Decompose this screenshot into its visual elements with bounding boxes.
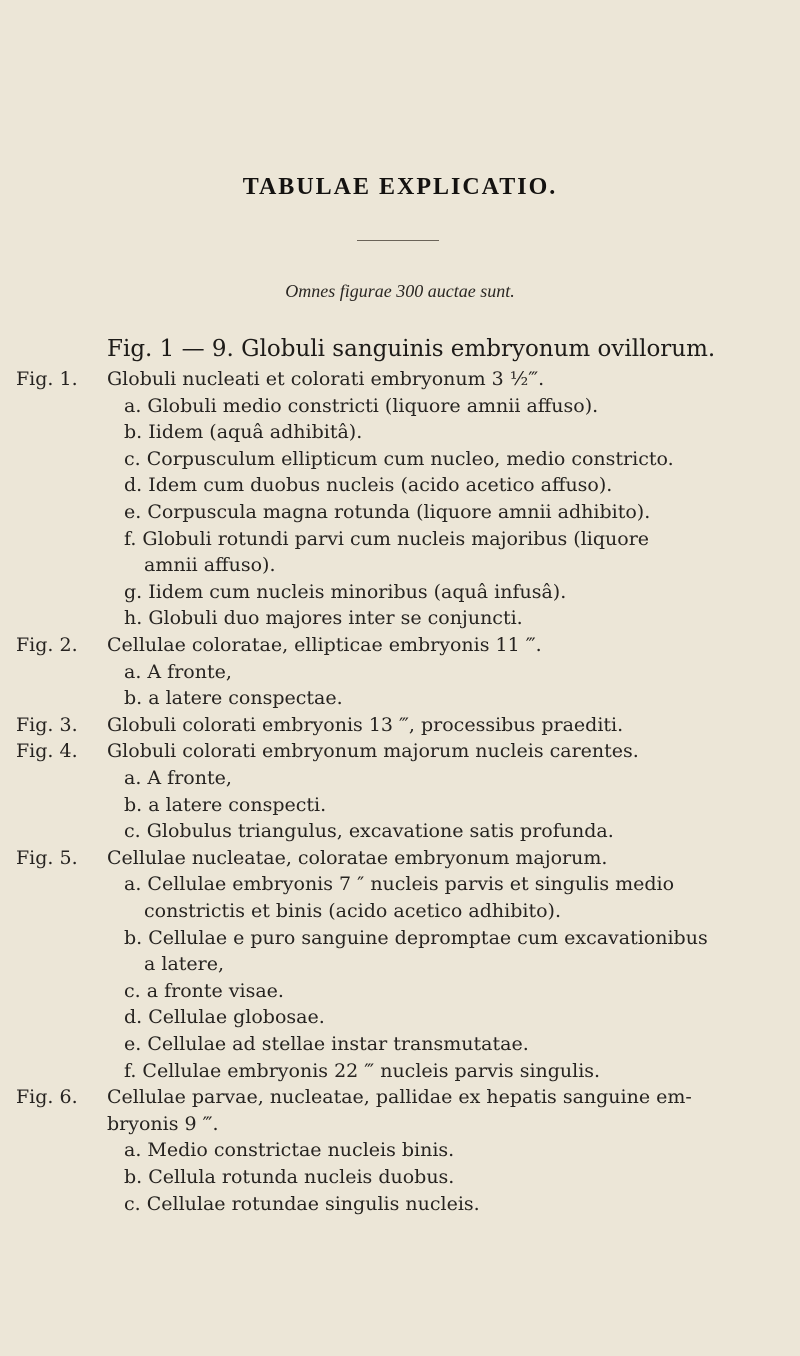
page-title: TABULAE EXPLICATIO. [242, 174, 558, 200]
entry-text: d. Idem cum duobus nucleis (acido acetico affuso). [124, 474, 613, 497]
entry-text: Globuli nucleati et colorati embryonum 3 ½‴. [107, 368, 545, 390]
entry-text: a. A fronte, [124, 767, 232, 789]
figure-number: Fig. 3. [16, 713, 78, 736]
entry-text: a latere, [144, 953, 225, 976]
entry-text: bryonis 9 ‴. [107, 1112, 219, 1135]
entry-text: constrictis et binis (acido acetico adhibito). [144, 900, 561, 922]
entry-text: a. Medio constrictae nucleis binis. [124, 1139, 455, 1162]
entry-text: Globuli colorati embryonis 13 ‴, processibus praediti. [107, 713, 624, 736]
entry-text: b. Cellula rotunda nucleis duobus. [124, 1166, 455, 1188]
entry-text: c. a fronte visae. [124, 979, 284, 1002]
figure-number: Fig. 2. [16, 634, 78, 656]
entry-text: Cellulae nucleatae, coloratae embryonum majorum. [107, 846, 608, 869]
entry-text: a. Cellulae embryonis 7 ″ nucleis parvis et singulis medio [124, 873, 675, 896]
entry-text: Globuli colorati embryonum majorum nucleis carentes. [107, 740, 639, 763]
figure-number: Fig. 6. [16, 1086, 78, 1109]
figure-number: Fig. 1. [16, 368, 78, 390]
entry-text: Cellulae coloratae, ellipticae embryonis 11 ‴. [107, 634, 542, 656]
page-subtitle: Omnes figurae 300 auctae sunt. [285, 281, 515, 301]
entry-text: amnii affuso). [144, 554, 276, 577]
entry-text: h. Globuli duo majores inter se conjuncti. [124, 607, 523, 630]
entry-text: a. A fronte, [124, 660, 232, 683]
entry-text: b. a latere conspecti. [124, 793, 327, 816]
entry-text: f. Globuli rotundi parvi cum nucleis majoribus (liquore [124, 527, 650, 550]
entry-text: g. Iidem cum nucleis minoribus (aquâ infusâ). [124, 580, 567, 603]
title-rule [357, 240, 439, 241]
figure-number: Fig. 4. [16, 740, 78, 763]
figure-number: Fig. 5. [16, 846, 78, 869]
entry-text: a. Globuli medio constricti (liquore amnii affuso). [124, 394, 599, 417]
entry-text: f. Cellulae embryonis 22 ‴ nucleis parvis singulis. [124, 1059, 601, 1082]
section-heading: Fig. 1 — 9. Globuli sanguinis embryonum ovillorum. [107, 336, 716, 362]
entry-text: Cellulae parvae, nucleatae, pallidae ex hepatis sanguine em- [107, 1086, 692, 1109]
entry-text: b. Iidem (aquâ adhibitâ). [124, 421, 363, 444]
entry-text: c. Globulus triangulus, excavatione satis profunda. [124, 820, 614, 843]
entry-text: b. a latere conspectae. [124, 687, 343, 710]
entry-text: d. Cellulae globosae. [124, 1006, 325, 1029]
entry-text: e. Cellulae ad stellae instar transmutatae. [124, 1033, 529, 1055]
entry-text: c. Cellulae rotundae singulis nucleis. [124, 1192, 480, 1215]
entry-text: c. Corpusculum ellipticum cum nucleo, medio constricto. [124, 447, 674, 470]
entry-text: e. Corpuscula magna rotunda (liquore amnii adhibito). [124, 501, 651, 523]
entry-text: b. Cellulae e puro sanguine depromptae cum excavationibus [124, 926, 708, 949]
